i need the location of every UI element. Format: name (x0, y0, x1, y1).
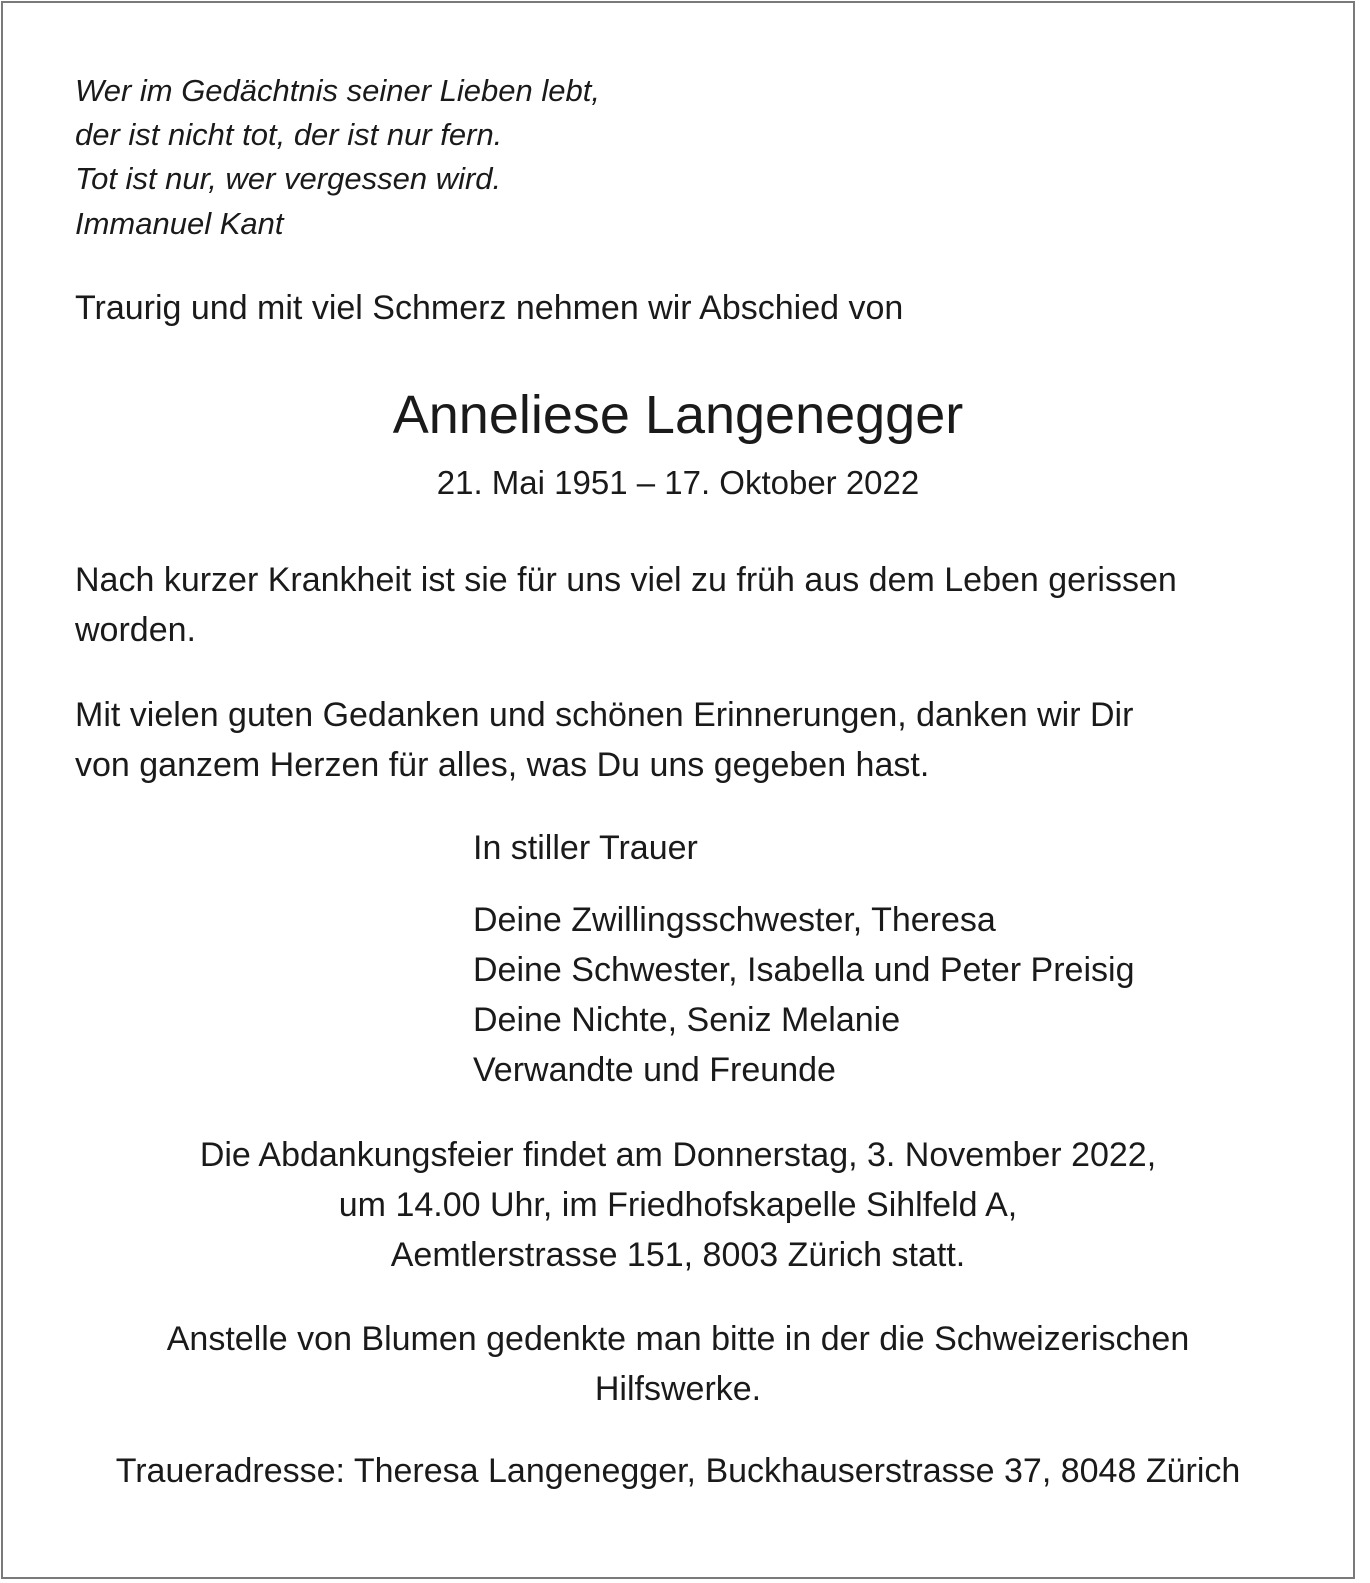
ceremony-line-2: um 14.00 Uhr, im Friedhofskapelle Sihlfeld A, (338, 1186, 1018, 1224)
mourner-3: Deine Nichte, Seniz Melanie (473, 1001, 901, 1039)
donation-line-1: Anstelle von Blumen gedenkte man bitte in der die Schweizerischen (166, 1320, 1190, 1358)
quote-line-2: der ist nicht tot, der ist nur fern. (75, 117, 503, 152)
mourner-1: Deine Zwillingsschwester, Theresa (473, 901, 996, 939)
mourners-heading: In stiller Trauer (473, 829, 698, 867)
quote-author: Immanuel Kant (75, 206, 284, 241)
paragraph-2-line-1: Mit vielen guten Gedanken und schönen Erinnerungen, danken wir Dir (75, 696, 1134, 734)
mourner-4: Verwandte und Freunde (473, 1051, 836, 1089)
ceremony-line-1: Die Abdankungsfeier findet am Donnerstag, 3. November 2022, (199, 1136, 1157, 1174)
deceased-name: Anneliese Langenegger (392, 385, 964, 445)
ceremony-line-3: Aemtlerstrasse 151, 8003 Zürich statt. (390, 1236, 966, 1274)
donation-line-2: Hilfswerke. (594, 1370, 762, 1408)
paragraph-2-line-2: von ganzem Herzen für alles, was Du uns gegeben hast. (75, 746, 930, 784)
quote-line-3: Tot ist nur, wer vergessen wird. (75, 161, 502, 196)
mourning-address: Traueradresse: Theresa Langenegger, Buckhauserstrasse 37, 8048 Zürich (115, 1452, 1241, 1490)
quote-line-1: Wer im Gedächtnis seiner Lieben lebt, (75, 73, 600, 108)
intro-text: Traurig und mit viel Schmerz nehmen wir Abschied von (75, 289, 904, 327)
mourner-2: Deine Schwester, Isabella und Peter Preisig (473, 951, 1135, 989)
paragraph-1-line-1: Nach kurzer Krankheit ist sie für uns viel zu früh aus dem Leben gerissen (75, 561, 1177, 599)
deceased-dates: 21. Mai 1951 – 17. Oktober 2022 (436, 464, 920, 501)
paragraph-1-line-2: worden. (75, 611, 196, 649)
